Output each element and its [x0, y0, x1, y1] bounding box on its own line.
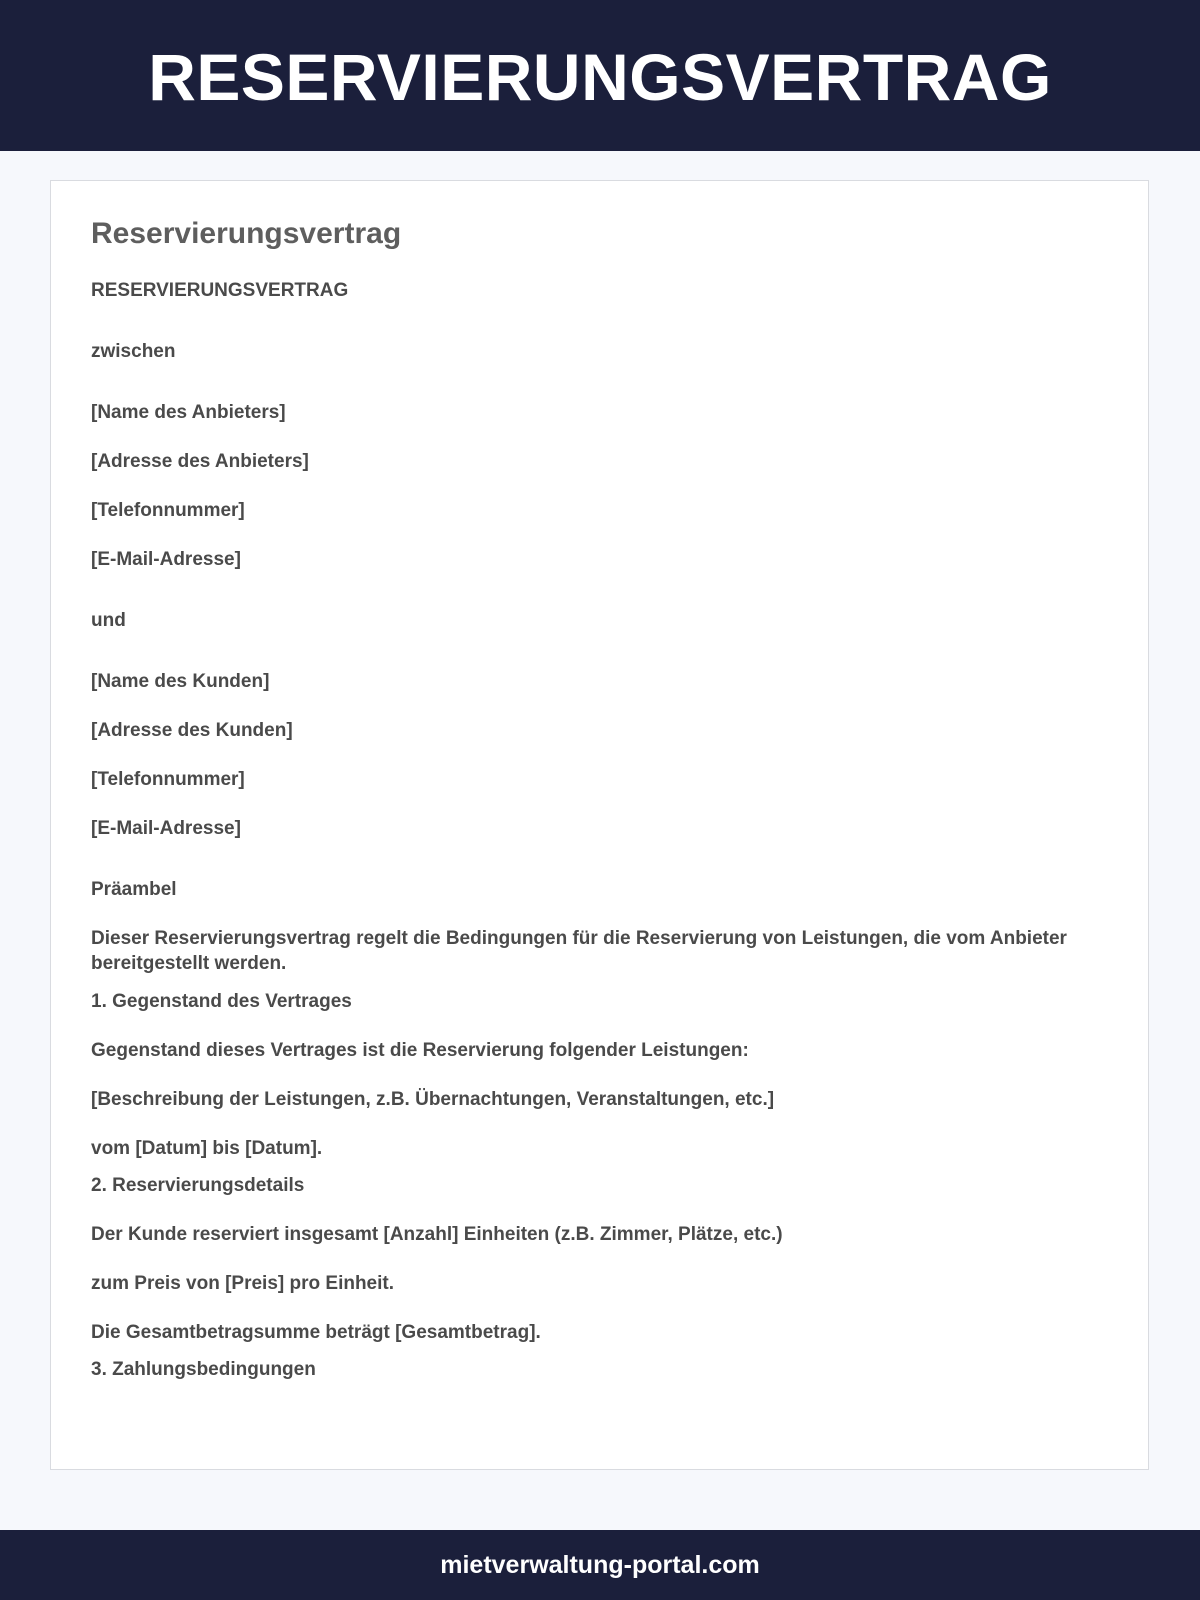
footer-site: mietverwaltung-portal.com [440, 1550, 760, 1579]
provider-address: [Adresse des Anbieters] [91, 451, 309, 472]
page-header [0, 0, 1200, 151]
provider-email: [E-Mail-Adresse] [91, 549, 241, 570]
customer-phone: [Telefonnummer] [91, 769, 245, 790]
customer-address: [Adresse des Kunden] [91, 720, 293, 741]
provider-name: [Name des Anbieters] [91, 402, 286, 423]
provider-phone: [Telefonnummer] [91, 500, 245, 521]
document-card [50, 180, 1149, 1470]
section-1-heading: 1. Gegenstand des Vertrages [91, 991, 352, 1012]
header-title: RESERVIERUNGSVERTRAG [148, 39, 1052, 114]
section-1-line: [Beschreibung der Leistungen, z.B. Übernachtungen, Veranstaltungen, etc.] [91, 1089, 775, 1110]
section-3-heading: 3. Zahlungsbedingungen [91, 1359, 316, 1380]
page-footer [0, 1530, 1200, 1600]
document-heading: Reservierungsvertrag [91, 217, 402, 250]
and-text: und [91, 610, 126, 631]
between-text: zwischen [91, 341, 176, 362]
section-2-line: Die Gesamtbetragsumme beträgt [Gesamtbetrag]. [91, 1322, 541, 1343]
section-1-line: Gegenstand dieses Vertrages ist die Reservierung folgender Leistungen: [91, 1040, 749, 1061]
section-2-line: Der Kunde reserviert insgesamt [Anzahl] Einheiten (z.B. Zimmer, Plätze, etc.) [91, 1224, 783, 1245]
preamble-heading: Präambel [91, 879, 177, 900]
customer-email: [E-Mail-Adresse] [91, 818, 241, 839]
section-1-line: vom [Datum] bis [Datum]. [91, 1138, 323, 1159]
section-2-heading: 2. Reservierungsdetails [91, 1175, 305, 1196]
customer-name: [Name des Kunden] [91, 671, 270, 692]
caps-title: RESERVIERUNGSVERTRAG [91, 280, 349, 301]
section-2-line: zum Preis von [Preis] pro Einheit. [91, 1273, 395, 1294]
preamble-text: Dieser Reservierungsvertrag regelt die Bedingungen für die Reservierung von Leistungen, die vom Anbieter bereitgestellt werden. [91, 928, 1067, 974]
